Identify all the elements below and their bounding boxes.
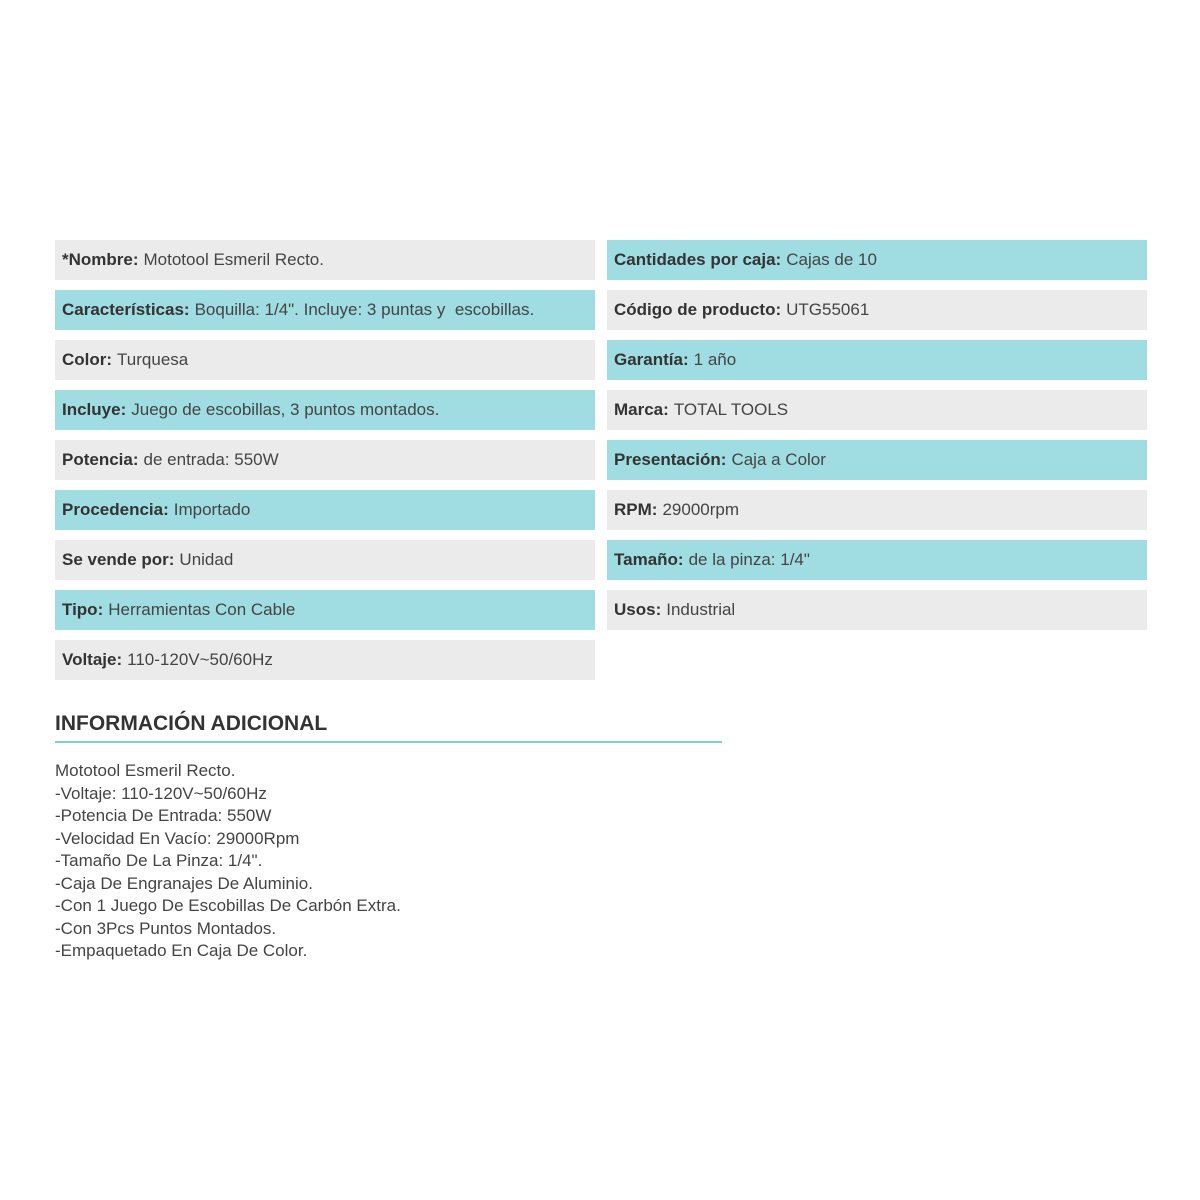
spec-row-color bbox=[55, 340, 595, 380]
description-line: -Tamaño De La Pinza: 1/4". bbox=[55, 851, 263, 870]
spec-row-tipo bbox=[55, 590, 595, 630]
spec-row-incluye bbox=[55, 390, 595, 430]
spec-key: Incluye: bbox=[62, 400, 127, 419]
description-line: -Voltaje: 110-120V~50/60Hz bbox=[55, 783, 267, 803]
description-line: Mototool Esmeril Recto. bbox=[55, 761, 236, 780]
description-line: -Caja De Engranajes De Aluminio. bbox=[55, 873, 313, 893]
spec-row-voltaje bbox=[55, 640, 595, 680]
spec-key: Potencia: bbox=[62, 450, 139, 469]
specs-left-column bbox=[55, 240, 595, 690]
spec-value: Cajas de 10 bbox=[786, 250, 877, 269]
spec-row-marca bbox=[607, 390, 1147, 430]
section-divider bbox=[55, 741, 722, 743]
spec-value: Herramientas Con Cable bbox=[108, 600, 296, 619]
spec-key: Procedencia: bbox=[62, 500, 169, 519]
spec-key: Características: bbox=[62, 300, 190, 319]
spec-row-presentacion bbox=[607, 440, 1147, 480]
spec-value: UTG55061 bbox=[786, 300, 870, 319]
spec-row-usos bbox=[607, 590, 1147, 630]
spec-value: Importado bbox=[173, 500, 251, 519]
spec-row-se-vende-por bbox=[55, 540, 595, 580]
spec-key: Marca: bbox=[614, 400, 669, 419]
additional-info-text bbox=[55, 760, 755, 963]
spec-value: Industrial bbox=[666, 600, 736, 619]
spec-key: Voltaje: bbox=[62, 650, 123, 669]
spec-value: de la pinza: 1/4" bbox=[688, 550, 810, 569]
spec-value: 1 año bbox=[693, 350, 737, 369]
spec-value: Boquilla: 1/4". Incluye: 3 puntas y escobillas. bbox=[194, 300, 535, 319]
spec-key: RPM: bbox=[614, 500, 658, 519]
spec-value: 110-120V~50/60Hz bbox=[127, 650, 273, 669]
spec-row-procedencia bbox=[55, 490, 595, 530]
spec-value: TOTAL TOOLS bbox=[673, 400, 789, 419]
spec-value: Mototool Esmeril Recto. bbox=[143, 250, 324, 269]
description-line: -Velocidad En Vacío: 29000Rpm bbox=[55, 828, 300, 848]
spec-value: 29000rpm bbox=[662, 500, 740, 519]
description-line: -Con 1 Juego De Escobillas De Carbón Extra. bbox=[55, 896, 401, 915]
spec-value: de entrada: 550W bbox=[143, 450, 279, 469]
spec-key: Cantidades por caja: bbox=[614, 250, 782, 269]
spec-key: *Nombre: bbox=[62, 250, 139, 269]
spec-key: Color: bbox=[62, 350, 113, 369]
spec-key: Tipo: bbox=[62, 600, 104, 619]
spec-row-garantia bbox=[607, 340, 1147, 380]
spec-value: Unidad bbox=[179, 550, 234, 569]
spec-key: Usos: bbox=[614, 600, 662, 619]
spec-value: Turquesa bbox=[117, 350, 189, 369]
specs-right-column bbox=[607, 240, 1147, 640]
spec-value: Juego de escobillas, 3 puntos montados. bbox=[131, 400, 440, 419]
spec-row-caracteristicas bbox=[55, 290, 595, 330]
spec-row-rpm bbox=[607, 490, 1147, 530]
spec-row-nombre bbox=[55, 240, 595, 280]
spec-key: Código de producto: bbox=[614, 300, 782, 319]
description-line: -Potencia De Entrada: 550W bbox=[55, 806, 272, 825]
spec-key: Presentación: bbox=[614, 450, 727, 469]
spec-row-cantidades bbox=[607, 240, 1147, 280]
spec-value: Caja a Color bbox=[731, 450, 826, 469]
spec-key: Se vende por: bbox=[62, 550, 175, 569]
description-line: -Empaquetado En Caja De Color. bbox=[55, 941, 308, 960]
spec-row-tamano bbox=[607, 540, 1147, 580]
description-line: -Con 3Pcs Puntos Montados. bbox=[55, 918, 277, 938]
spec-row-codigo bbox=[607, 290, 1147, 330]
spec-row-potencia bbox=[55, 440, 595, 480]
spec-key: Tamaño: bbox=[614, 550, 684, 569]
section-title: INFORMACIÓN ADICIONAL bbox=[55, 712, 328, 735]
spec-key: Garantía: bbox=[614, 350, 689, 369]
